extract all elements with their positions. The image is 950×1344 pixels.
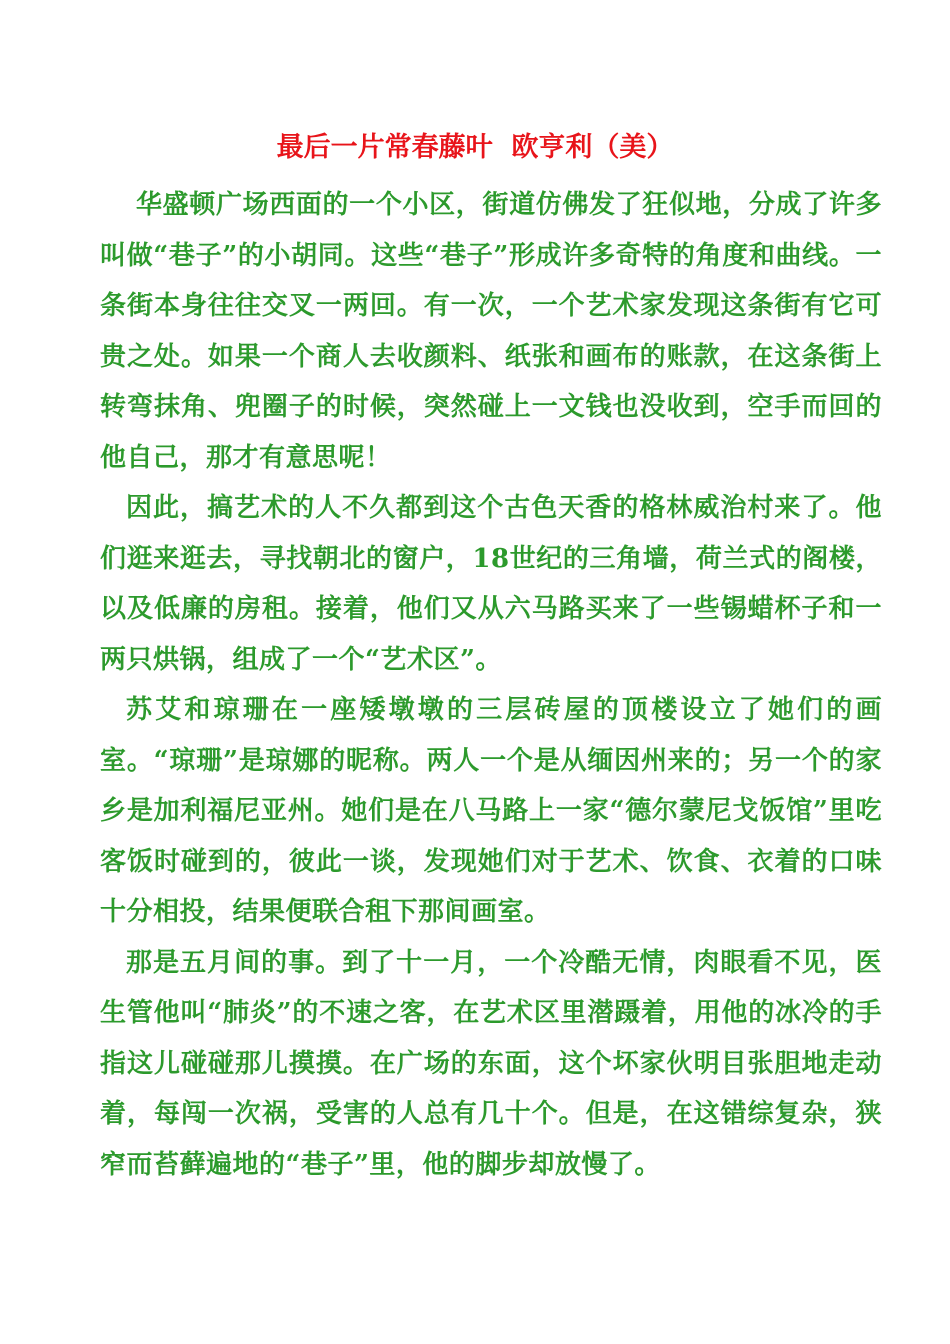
paragraph-1: 华盛顿广场西面的一个小区，街道仿佛发了狂似地，分成了许多叫做“巷子”的小胡同。这些“巷子”形成许多奇特的角度和曲线。一条街本身往往交叉一两回。有一次，一个艺术家发现这条街有它可贵之处。如果一个商人去收颜料、纸张和画布的账款，在这条街上转弯抹角、兜圈子的时候，突然碰上一文钱也没收到，空手而回的他自己，那才有意思呢！ xyxy=(100,190,882,473)
document-body xyxy=(100,180,882,1190)
paragraph-4: 那是五月间的事。到了十一月，一个冷酷无情，肉眼看不见，医生管他叫“肺炎”的不速之客，在艺术区里潜蹑着，用他的冰冷的手指这儿碰碰那儿摸摸。在广场的东面，这个坏家伙明目张胆地走动着，每闯一次祸，受害的人总有几十个。但是，在这错综复杂，狭窄而苔藓遍地的“巷子”里，他的脚步却放慢了。 xyxy=(100,947,882,1180)
paragraph-2: 因此，搞艺术的人不久都到这个古色天香的格林威治村来了。他们逛来逛去，寻找朝北的窗户，18世纪的三角墙，荷兰式的阁楼，以及低廉的房租。接着，他们又从六马路买来了一些锡蜡杯子和一两只烘锅，组成了一个“艺术区”。 xyxy=(100,493,882,675)
paragraph-3: 苏艾和琼珊在一座矮墩墩的三层砖屋的顶楼设立了她们的画室。“琼珊”是琼娜的昵称。两人一个是从缅因州来的；另一个的家乡是加利福尼亚州。她们是在八马路上一家“德尔蒙尼戈饭馆”里吃客饭时碰到的，彼此一谈，发现她们对于艺术、饮食、衣着的口味十分相投，结果便联合租下那间画室。 xyxy=(100,695,882,927)
document-title: 最后一片常春藤叶 欧亨利（美） xyxy=(276,132,674,163)
